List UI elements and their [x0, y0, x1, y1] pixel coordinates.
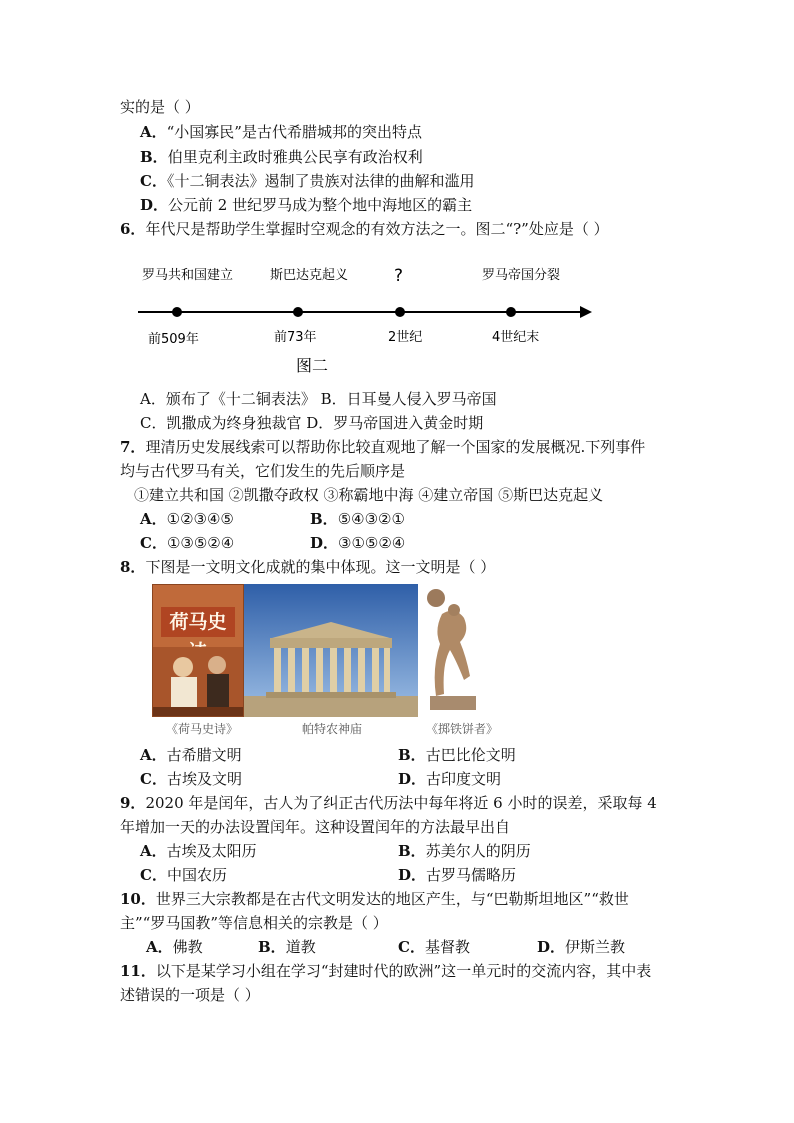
q11-stem-line-1: 11．以下是某学习小组在学习“封建时代的欧洲”这一单元时的交流内容，其中表: [120, 962, 652, 980]
homer-epic-book-cover: [152, 584, 244, 717]
q7-option-a[interactable]: A．①②③④⑤: [140, 510, 234, 528]
q6-stem: 6．年代尺是帮助学生掌握时空观念的有效方法之一。图二“?”处应是（ ）: [120, 220, 609, 238]
timeline-event-3: ?: [394, 266, 404, 286]
q7-option-d[interactable]: D．③①⑤②④: [310, 534, 406, 552]
q11-stem-line-2: 述错误的一项是（ ）: [120, 986, 260, 1004]
q10-option-b[interactable]: B．道教: [258, 938, 316, 956]
discobolus-statue-image: [420, 584, 490, 717]
q7-events: ①建立共和国 ②凯撒夺政权 ③称霸地中海 ④建立帝国 ⑤斯巴达克起义: [134, 486, 604, 504]
timeline-point-3: [395, 307, 405, 317]
q8-option-d[interactable]: D．古印度文明: [398, 770, 502, 788]
q6-options-row-2[interactable]: C．凯撒成为终身独裁官 D．罗马帝国进入黄金时期: [140, 414, 484, 432]
q9-stem-line-1: 9．2020 年是闰年，古人为了纠正古代历法中每年将近 6 小时的误差，采取每 4: [120, 794, 657, 812]
timeline-event-2: 斯巴达克起义: [270, 268, 349, 283]
q8-option-a[interactable]: A．古希腊文明: [140, 746, 242, 764]
q9-option-d[interactable]: D．古罗马儒略历: [398, 866, 517, 884]
q9-option-a[interactable]: A．古埃及太阳历: [140, 842, 257, 860]
q10-option-d[interactable]: D．伊斯兰教: [537, 938, 626, 956]
q6-options-row-1[interactable]: A．颁布了《十二铜表法》 B．日耳曼人侵入罗马帝国: [140, 390, 497, 408]
timeline-caption: 图二: [296, 356, 329, 375]
caption-homer-epic: 《荷马史诗》: [166, 722, 239, 736]
q5-option-b[interactable]: B．伯里克利主政时雅典公民享有政治权利: [140, 148, 423, 166]
q8-option-b[interactable]: B．古巴比伦文明: [398, 746, 516, 764]
q5-option-d[interactable]: D．公元前 2 世纪罗马成为整个地中海地区的霸主: [140, 196, 473, 214]
timeline-arrowhead: [580, 306, 592, 318]
timeline-date-1: 前509年: [148, 332, 199, 347]
q10-stem-line-2: 主”“罗马国教”等信息相关的宗教是（ ）: [120, 914, 388, 932]
q8-stem: 8．下图是一文明文化成就的集中体现。这一文明是（ ）: [120, 558, 496, 576]
q9-option-c[interactable]: C．中国农历: [140, 866, 227, 884]
q10-option-c[interactable]: C．基督教: [398, 938, 470, 956]
timeline-event-4: 罗马帝国分裂: [482, 268, 561, 283]
q5-option-a[interactable]: A．“小国寡民”是古代希腊城邦的突出特点: [140, 123, 422, 141]
q5-stem-tail: 实的是（ ）: [120, 98, 200, 116]
timeline-point-1: [172, 307, 182, 317]
q9-stem-line-2: 年增加一天的办法设置闰年。这种设置闰年的方法最早出自: [120, 818, 511, 836]
caption-parthenon: 帕特农神庙: [302, 722, 363, 736]
timeline-figure: [130, 255, 600, 380]
q7-stem-line-2: 均与古代罗马有关，它们发生的先后顺序是: [120, 462, 406, 480]
q5-option-c[interactable]: C．《十二铜表法》遏制了贵族对法律的曲解和滥用: [140, 172, 475, 190]
timeline-point-4: [506, 307, 516, 317]
book-title-band: 荷马史: [161, 607, 235, 637]
timeline-date-2: 前73年: [274, 330, 317, 345]
timeline-date-4: 4世纪末: [492, 330, 540, 345]
q7-option-b[interactable]: B．⑤④③②①: [310, 510, 405, 528]
q7-stem-line-1: 7．理清历史发展线索可以帮助你比较直观地了解一个国家的发展概况.下列事件: [120, 438, 646, 456]
q10-option-a[interactable]: A．佛教: [146, 938, 203, 956]
q7-option-c[interactable]: C．①③⑤②④: [140, 534, 235, 552]
parthenon-image: [244, 584, 418, 717]
book-cover-art: [153, 647, 244, 717]
timeline-point-2: [293, 307, 303, 317]
timeline-event-1: 罗马共和国建立: [142, 268, 234, 283]
caption-discobolus: 《掷铁饼者》: [426, 722, 499, 736]
timeline-date-3: 2世纪: [388, 330, 423, 345]
q10-stem-line-1: 10．世界三大宗教都是在古代文明发达的地区产生，与“巴勒斯坦地区”“救世: [120, 890, 629, 908]
q8-option-c[interactable]: C．古埃及文明: [140, 770, 242, 788]
q9-option-b[interactable]: B．苏美尔人的阴历: [398, 842, 531, 860]
